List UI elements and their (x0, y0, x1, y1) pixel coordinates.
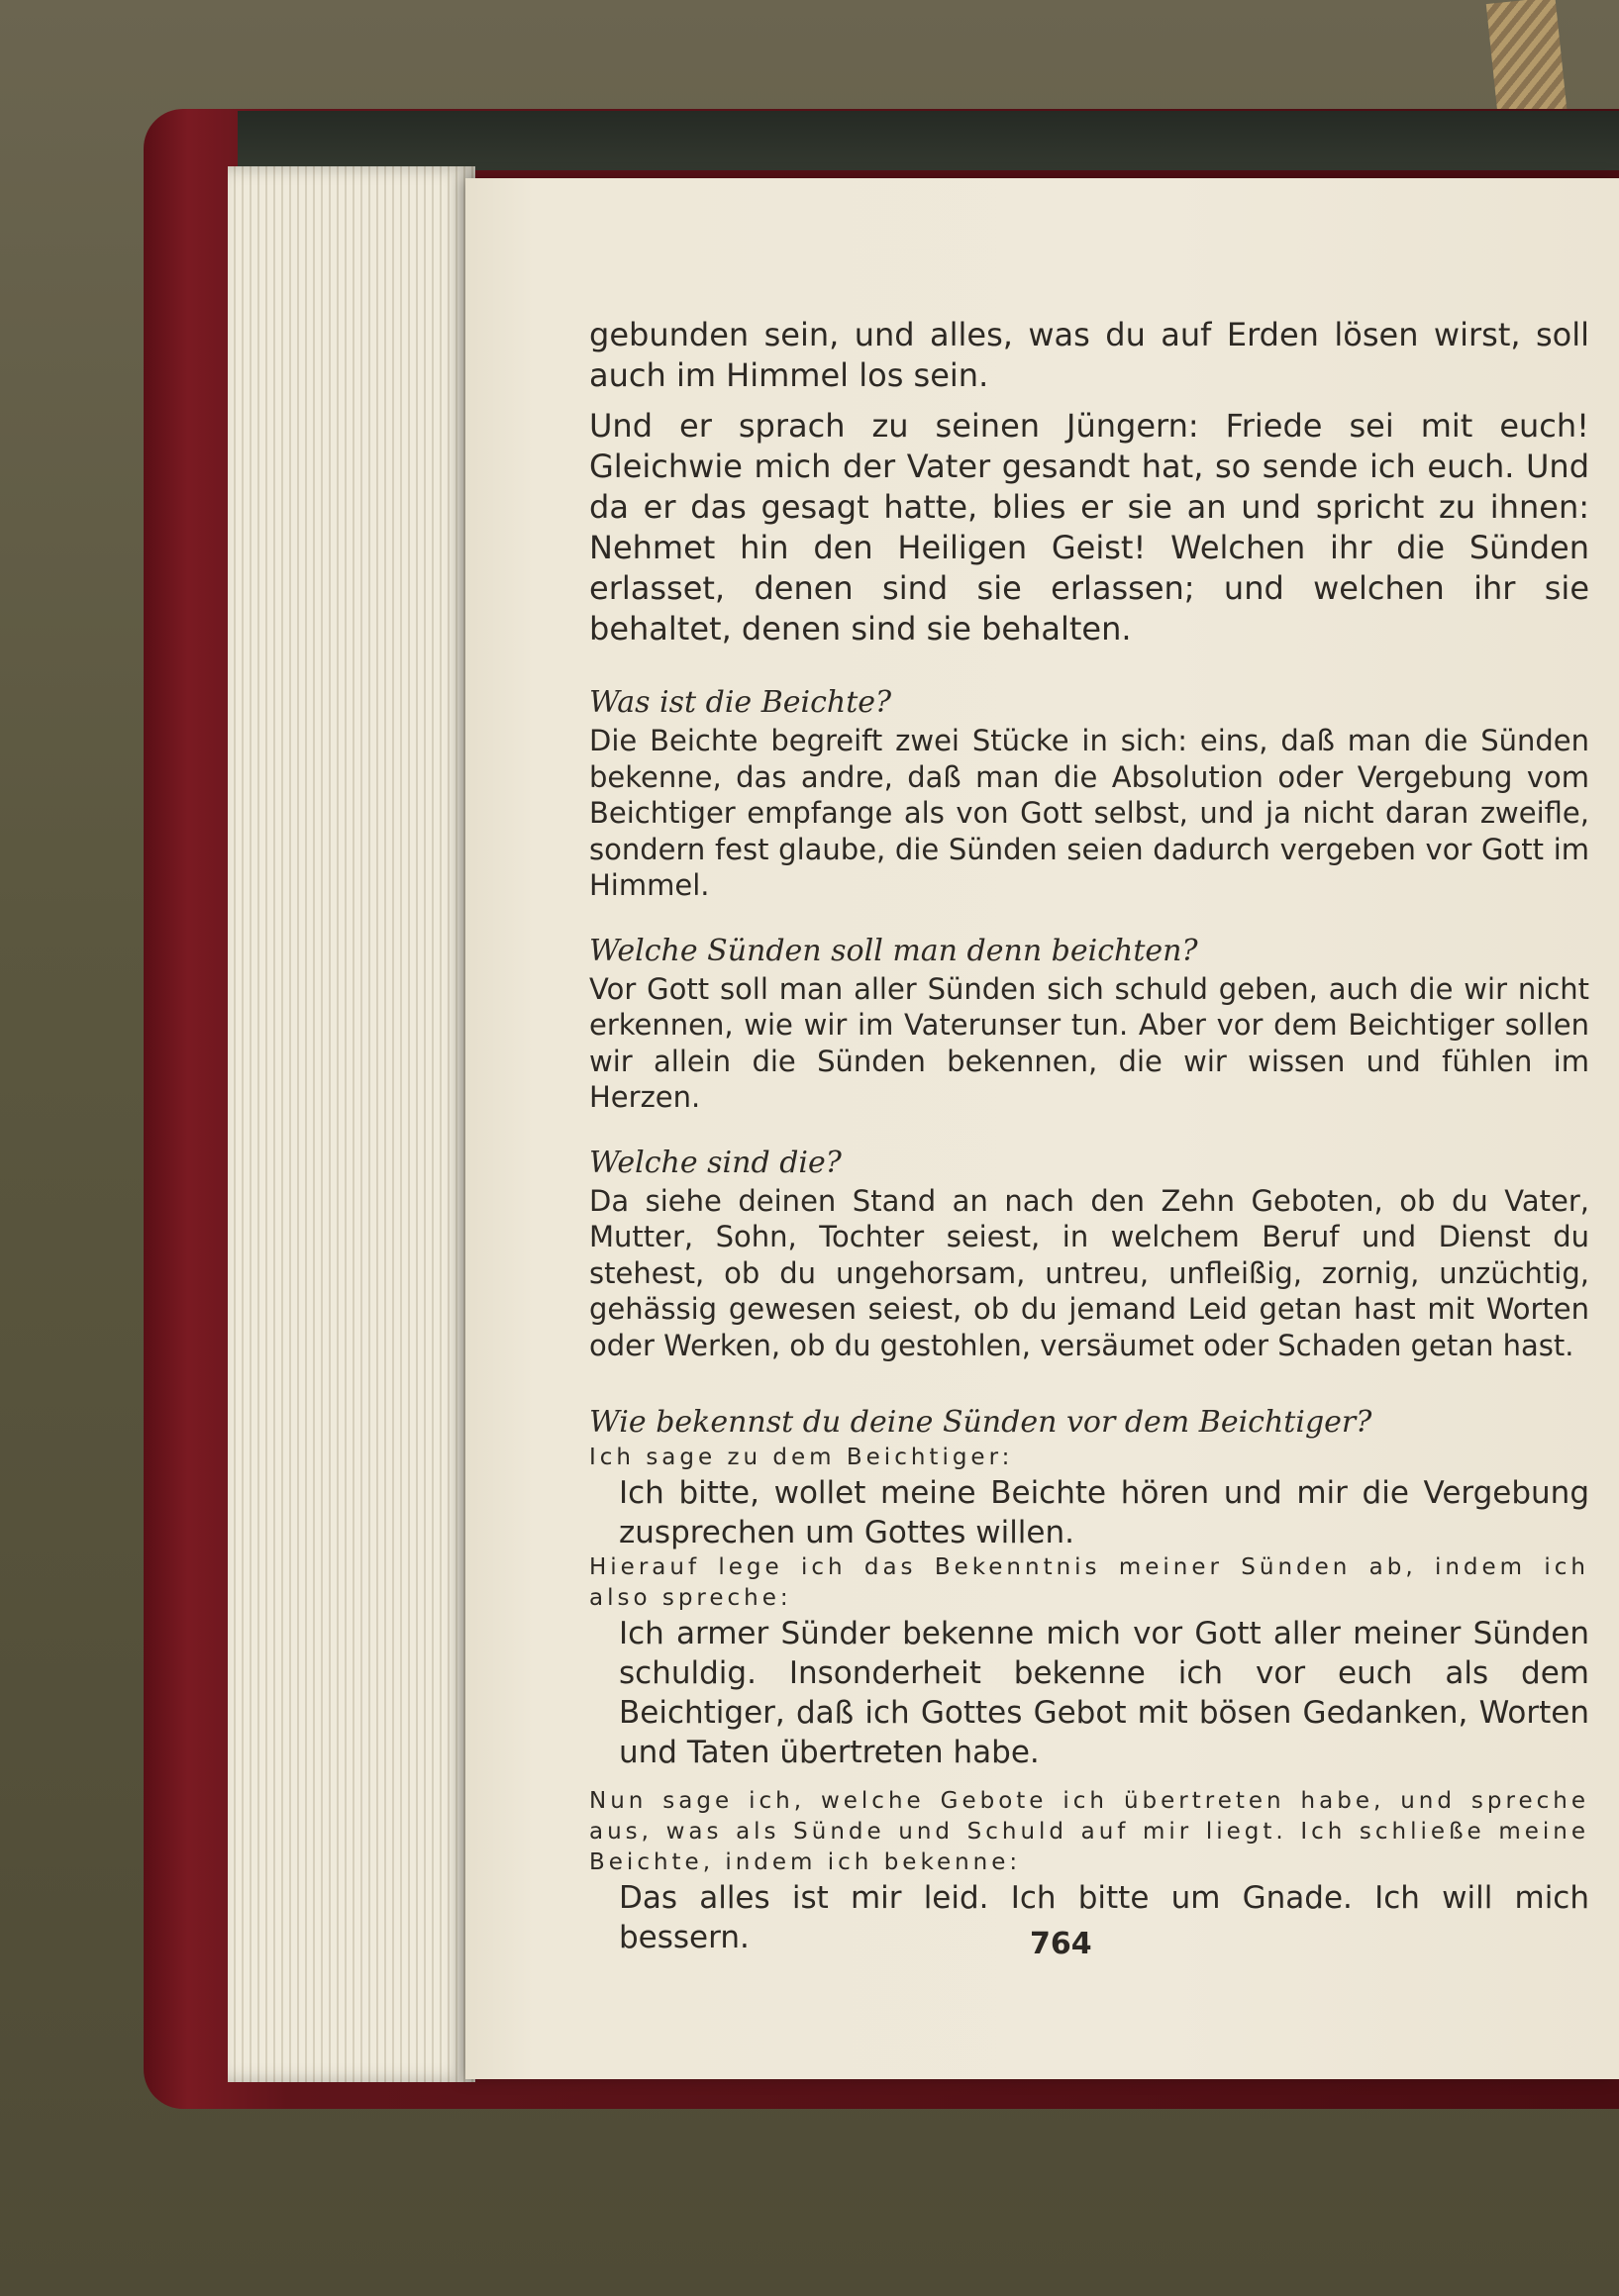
question-heading: Welche sind die? (589, 1145, 842, 1180)
page-text-block (589, 315, 1589, 1957)
instruction-text: Ich sage zu dem Beichtiger: (589, 1445, 1014, 1470)
prayer-text: Das alles ist mir leid. Ich bitte um Gnade. Ich will mich bessern. (619, 1880, 1589, 1955)
question-heading: Wie bekennst du deine Sünden vor dem Beichtiger? (589, 1405, 1372, 1440)
prayer-text: Ich bitte, wollet meine Beichte hören und mir die Vergebung zusprechen um Gottes willen. (619, 1475, 1589, 1550)
opening-paragraph-1: gebunden sein, und alles, was du auf Erden lösen wirst, soll auch im Himmel los sein. (589, 316, 1589, 394)
answer-paragraph: Da siehe deinen Stand an nach den Zehn Geboten, ob du Vater, Mutter, Sohn, Tochter seiest, in welchem Beruf und Dienst du stehest, ob du ungehorsam, untreu, unfleißig, zornig, unzüchtig, gehässig gewesen seiest, ob du jemand Leid getan hast mit Worten oder Werken, ob du gestohlen, versäumet oder Schaden getan hast. (589, 1183, 1589, 1362)
prayer-text: Ich armer Sünder bekenne mich vor Gott aller meiner Sünden schuldig. Insonderheit bekenne ich vor euch als dem Beichtiger, daß ich Gottes Gebot mit bösen Gedanken, Worten und Taten übertreten habe. (619, 1616, 1589, 1770)
opening-paragraph-2: Und er sprach zu seinen Jüngern: Friede sei mit euch! Gleichwie mich der Vater gesandt hat, so sende ich euch. Und da er das gesagt hatte, blies er sie an und spricht zu ihnen: Nehmet hin den Heiligen Geist! Welchen ihr die Sünden erlasset, denen sind sie erlassen; und welchen ihr sie behaltet, denen sind sie behalten. (589, 407, 1589, 648)
book-cover-top-edge (238, 111, 1619, 170)
instruction-text: Hierauf lege ich das Bekenntnis meiner Sünden ab, indem ich also spreche: (589, 1554, 1589, 1611)
page-edges (228, 166, 475, 2082)
answer-paragraph: Die Beichte begreift zwei Stücke in sich: eins, daß man die Sünden bekenne, das andre, daß man die Absolution oder Vergebung vom Beichtiger empfange als von Gott selbst, und ja nicht daran zweifle, sondern fest glaube, die Sünden seien dadurch vergeben vor Gott im Himmel. (589, 724, 1589, 902)
instruction-text: Nun sage ich, welche Gebote ich übertreten habe, und spreche aus, was als Sünde und Schuld auf mir liegt. Ich schließe meine Beichte, indem ich bekenne: (589, 1788, 1589, 1875)
answer-paragraph: Vor Gott soll man aller Sünden sich schuld geben, auch die wir nicht erkennen, wie wir im Vaterunser tun. Aber vor dem Beichtiger sollen wir allein die Sünden bekennen, die wir wissen und fühlen im Herzen. (589, 971, 1589, 1114)
page-number: 764 (1030, 1927, 1092, 1961)
question-heading: Was ist die Beichte? (589, 685, 892, 720)
question-heading: Welche Sünden soll man denn beichten? (589, 933, 1198, 968)
